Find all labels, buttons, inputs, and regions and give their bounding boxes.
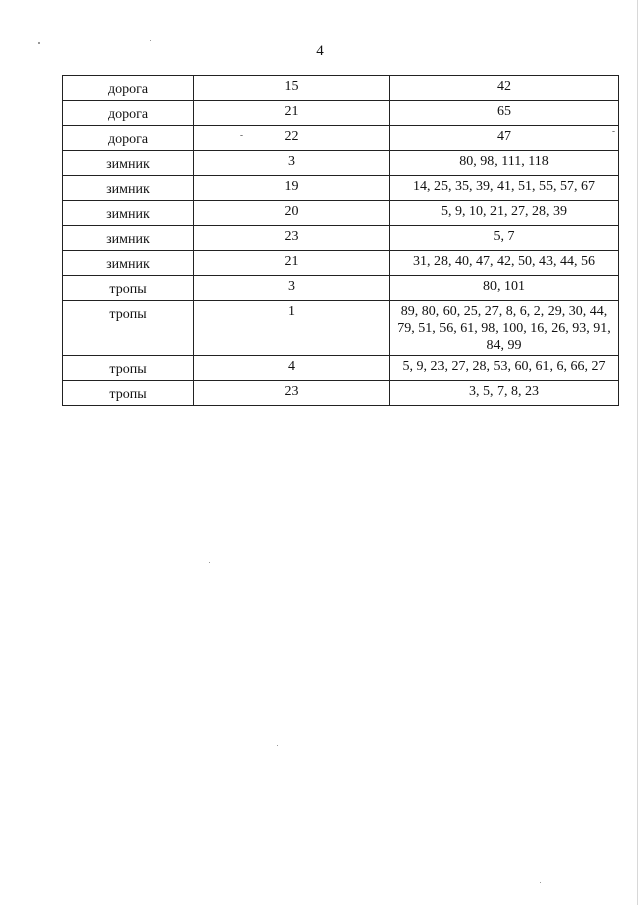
page-number: 4 bbox=[316, 43, 324, 59]
table-row bbox=[63, 76, 619, 101]
cell-type: зимник bbox=[63, 176, 194, 201]
cell-number: 3 bbox=[194, 276, 390, 301]
cell-values: 89, 80, 60, 25, 27, 8, 6, 2, 29, 30, 44, 79, 51, 56, 61, 98, 100, 16, 26, 93, 91, 84, 99 bbox=[390, 301, 619, 356]
cell-type: зимник bbox=[63, 201, 194, 226]
cell-number: 1 bbox=[194, 301, 390, 356]
table-row bbox=[63, 126, 619, 151]
cell-type: зимник bbox=[63, 251, 194, 276]
table-row bbox=[63, 176, 619, 201]
cell-number: 3 bbox=[194, 151, 390, 176]
cell-values: 3, 5, 7, 8, 23 bbox=[390, 381, 619, 406]
cell-type: дорога bbox=[63, 76, 194, 101]
cell-type: зимник bbox=[63, 226, 194, 251]
cell-values: 42 bbox=[390, 76, 619, 101]
table-row bbox=[63, 251, 619, 276]
cell-values: 65 bbox=[390, 101, 619, 126]
cell-number: 20 bbox=[194, 201, 390, 226]
table-row bbox=[63, 356, 619, 381]
scan-speck bbox=[277, 745, 278, 746]
cell-values: 14, 25, 35, 39, 41, 51, 55, 57, 67 bbox=[390, 176, 619, 201]
cell-number: 19 bbox=[194, 176, 390, 201]
cell-type: тропы bbox=[63, 381, 194, 406]
table-row bbox=[63, 301, 619, 356]
scan-speck bbox=[209, 562, 210, 563]
cell-number: 21 bbox=[194, 101, 390, 126]
scan-speck bbox=[150, 40, 151, 41]
table-row bbox=[63, 226, 619, 251]
cell-values: 80, 98, 111, 118 bbox=[390, 151, 619, 176]
cell-values: 5, 9, 10, 21, 27, 28, 39 bbox=[390, 201, 619, 226]
cell-type: тропы bbox=[63, 356, 194, 381]
table-row bbox=[63, 381, 619, 406]
cell-type: дорога bbox=[63, 101, 194, 126]
cell-values: 47 bbox=[390, 126, 619, 151]
table-row bbox=[63, 101, 619, 126]
cell-number: 15 bbox=[194, 76, 390, 101]
cell-values: 80, 101 bbox=[390, 276, 619, 301]
cell-number: 4 bbox=[194, 356, 390, 381]
scan-edge bbox=[637, 0, 638, 905]
scan-speck bbox=[38, 42, 40, 44]
table-row bbox=[63, 276, 619, 301]
table-row bbox=[63, 201, 619, 226]
cell-number: 21 bbox=[194, 251, 390, 276]
scan-speck bbox=[240, 135, 243, 136]
cell-type: тропы bbox=[63, 276, 194, 301]
cell-type: дорога bbox=[63, 126, 194, 151]
cell-values: 31, 28, 40, 47, 42, 50, 43, 44, 56 bbox=[390, 251, 619, 276]
scan-speck bbox=[612, 131, 615, 132]
cell-number: 23 bbox=[194, 381, 390, 406]
cell-number: 23 bbox=[194, 226, 390, 251]
cell-number: 22 bbox=[194, 126, 390, 151]
scan-speck bbox=[540, 882, 541, 883]
cell-values: 5, 7 bbox=[390, 226, 619, 251]
cell-type: зимник bbox=[63, 151, 194, 176]
cell-values: 5, 9, 23, 27, 28, 53, 60, 61, 6, 66, 27 bbox=[390, 356, 619, 381]
table-row bbox=[63, 151, 619, 176]
cell-type: тропы bbox=[63, 301, 194, 356]
data-table bbox=[62, 75, 619, 406]
